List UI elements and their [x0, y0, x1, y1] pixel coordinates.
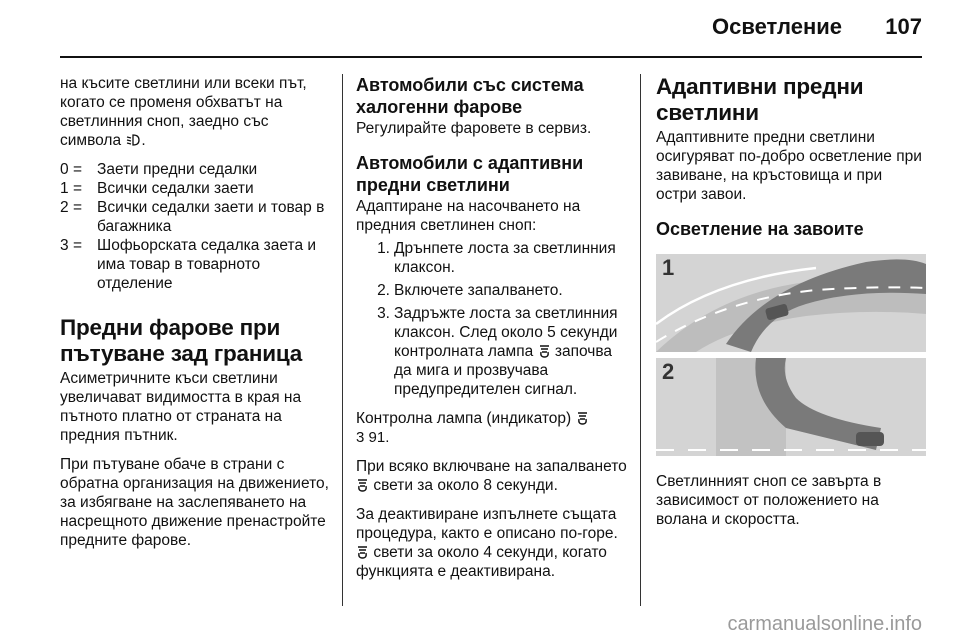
- headlight-range-icon: [126, 133, 140, 147]
- panel-label: 2: [662, 359, 675, 384]
- column-1: [60, 74, 332, 560]
- afl-lamp-icon: [357, 545, 368, 559]
- step-text: Дрънпете лоста за светлинния клаксон.: [394, 240, 616, 276]
- setting-number: 0: [60, 161, 69, 178]
- setting-equals: =: [73, 180, 83, 197]
- header-rule: [60, 56, 922, 58]
- heading-cornering: Осветление на завоите: [656, 219, 864, 239]
- cornering-light-figure: [656, 254, 926, 458]
- setting-equals: =: [73, 161, 83, 178]
- list-item: [356, 239, 630, 277]
- watermark: carmanualsonline.info: [727, 613, 922, 635]
- paragraph: [356, 457, 630, 495]
- setting-text: Всички седалки заети и товар в багажника: [97, 199, 325, 235]
- page-number: 107: [885, 14, 922, 39]
- intro-end: .: [141, 132, 146, 149]
- step-number: 2.: [377, 282, 390, 299]
- column-divider: [640, 74, 641, 606]
- heading-abroad: Предни фарове при пътуване зад граница: [60, 315, 303, 366]
- intro-paragraph: [60, 74, 332, 150]
- paragraph: Регулирайте фаровете в сервиз.: [356, 120, 592, 137]
- step-text: Включете запалването.: [394, 282, 563, 299]
- heading-afl-vehicles: Автомобили с адаптивни предни светлини: [356, 153, 584, 195]
- page-reference-link[interactable]: 3 91.: [356, 429, 390, 446]
- paragraph: [356, 505, 630, 581]
- column-divider: [342, 74, 343, 606]
- list-item: [356, 281, 630, 300]
- setting-number: 3: [60, 237, 69, 254]
- paragraph: Адаптиране на насочването на предния светлинен сноп:: [356, 198, 581, 234]
- list-item: [60, 236, 332, 293]
- setting-text: Заети предни седалки: [97, 161, 258, 178]
- step-text: [394, 304, 630, 399]
- page-header: [0, 0, 960, 58]
- heading-afl: Адаптивни предни светлини: [656, 74, 864, 125]
- list-item: [60, 160, 332, 179]
- paragraph: Адаптивните предни светлини осигуряват по-добро осветление при завиване, на кръстовища и при остри завои.: [656, 129, 922, 203]
- heading-halogen: Автомобили със система халогенни фарове: [356, 75, 584, 117]
- afl-lamp-icon: [539, 344, 550, 358]
- step-text-a: Задръжте лоста за светлинния клаксон. След около 5 секунди контролната лампа: [394, 305, 618, 360]
- curve-illustration: [656, 254, 926, 352]
- para-text: При всяко включване на запалването: [356, 458, 627, 475]
- setting-number: 2: [60, 199, 69, 216]
- intersection-illustration: [656, 358, 926, 456]
- list-item: [60, 198, 332, 236]
- steps-list: [356, 239, 630, 399]
- afl-lamp-icon: [357, 478, 368, 492]
- lamp-label: Контролна лампа (индикатор): [356, 410, 572, 427]
- figure-panel-intersection: [656, 358, 926, 456]
- afl-lamp-icon: [577, 411, 588, 425]
- step-text-b: започва да мига и прозвучава предупредителен сигнал.: [394, 343, 612, 398]
- column-3: [656, 74, 926, 539]
- panel-label: 1: [662, 255, 675, 280]
- section-title: Осветление: [712, 14, 842, 39]
- para-text: свети за около 4 секунди, когато функцията е деактивирана.: [356, 544, 607, 580]
- setting-equals: =: [73, 199, 83, 216]
- column-2: [356, 74, 630, 591]
- figure-caption: Светлинният сноп се завърта в зависимост от положението на волана и скоростта.: [656, 473, 882, 528]
- paragraph: При пътуване обаче в страни с обратна организация на движението, за избягване на заслепяването на насрещното движение пренастройте предните фарове.: [60, 456, 329, 549]
- setting-text: Всички седалки заети: [97, 180, 254, 197]
- setting-equals: =: [73, 237, 83, 254]
- step-number: 1.: [377, 240, 390, 257]
- para-text: свети за около 8 секунди.: [373, 477, 558, 494]
- paragraph: Асиметричните къси светлини увеличават видимостта в края на пътното платно от страната на предния пътник.: [60, 370, 302, 444]
- figure-panel-curve: [656, 254, 926, 352]
- load-settings-list: [60, 160, 332, 293]
- setting-number: 1: [60, 180, 69, 197]
- para-text: За деактивиране изпълнете същата процедура, както е описано по-горе.: [356, 506, 618, 542]
- intro-text: на късите светлини или всеки път, когато се променя обхватът на светлинния сноп, заедно със символа: [60, 75, 307, 149]
- list-item: [60, 179, 332, 198]
- step-number: 3.: [377, 305, 390, 322]
- list-item: [356, 304, 630, 399]
- setting-text: Шофьорската седалка заета и има товар в товарното отделение: [97, 237, 317, 292]
- lamp-reference: [356, 409, 630, 447]
